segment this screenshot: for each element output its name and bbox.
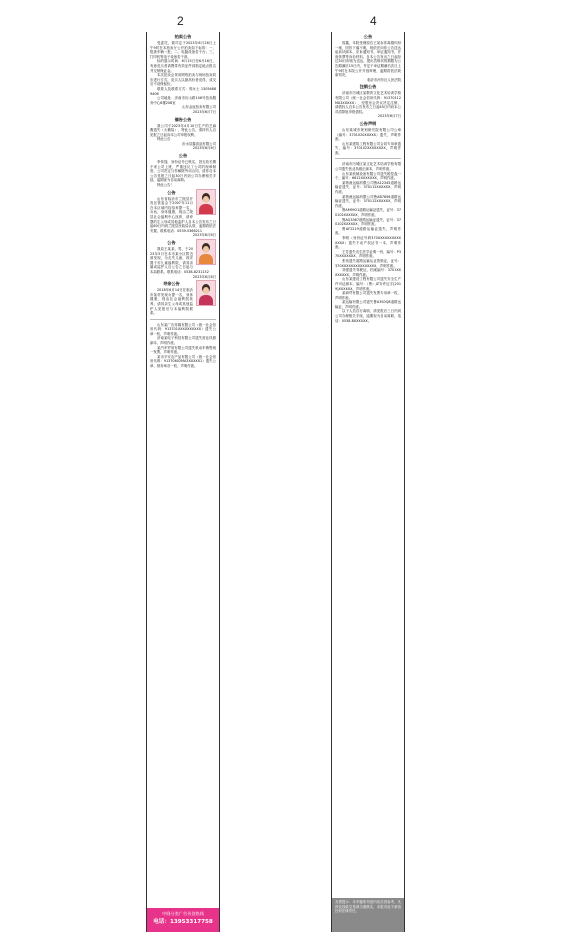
- notice-paragraph: 2018年6月14日在临沂市某村发现女婴一名，身体健康，现由社会福利院抚养，请其亲生父母或其他监护人见报后与本福利院联系。: [150, 288, 193, 316]
- notice-signature: 2023年6月8日: [192, 274, 216, 279]
- notice-paragraph: 某物流运输有限公司鲁A12345道路运输证遗失，证号：370112XXXXXX，声明作废。: [335, 180, 401, 195]
- notice-paragraph: 济南市历城区某文化艺术培训学校有限公司遗失营业执照正副本，声明作废。: [335, 162, 401, 172]
- notice-signature: 2023年6月6日: [192, 146, 216, 151]
- notice-paragraph: 李明（身份证号码370XXXXXXXXXXXXXX）遗失不动产权证书一本，声明作废。: [335, 235, 401, 250]
- notice-paragraph: 济南某电子科技有限公司遗失营业执照副本，声明作废。: [150, 336, 216, 346]
- notice-paragraph: 刘强遗失驾驶证，档案编号：3701XXXXXXXX，声明作废。: [335, 268, 401, 277]
- person-photo: [196, 189, 216, 215]
- notice-signature: 2023年6月8日: [192, 233, 216, 238]
- notice-paragraph: 山东某城市规划研究院有限公司公章（编号：3701020XXXXX）遗失，声明作废。: [335, 127, 401, 142]
- notice-paragraph: 特此公告！: [157, 183, 174, 188]
- ad-hotline-phone: 电话：13953317758: [153, 919, 213, 925]
- notice-paragraph: 某物流运输有限公司鲁AB7856道路运输证遗失，证号：370112XXXXXX，声明作废。: [335, 194, 401, 208]
- notice-paragraph: 山东省临沂市兰陵县开发区管委会于2007年11月在本区域内捡拾弃婴一名，女孩，身体健康，现由兰陵县社会福利中心抚养，请弃婴的生父母或其他监护人自本公告发布之日起60日内到兰陵县民政局认领，逾期将依法安置。联系电话：0539-5366211: [150, 196, 216, 233]
- notice-paragraph: 鲁AQ3367道路运输证遗失，证号：370102XXXXXX，声明作废。: [335, 217, 401, 227]
- notice-paragraph: 王芳遗失出生医学证明一份，编号：P370XXXXXXX，声明作废。: [335, 249, 401, 259]
- notice-paragraph: 联系人及联系方式：郭女士 13054689406: [150, 86, 216, 96]
- notice-paragraph: 本次拍卖会采用网络拍卖与现场拍卖同步进行方式，竞买人以最高价者竞得，成交后不设保留价。: [150, 73, 216, 87]
- notice-paragraph: 山东某建筑工程有限公司合同专用章遗失，编号：370102XXXXXXXX，声明作废。: [335, 141, 401, 155]
- page-number-left: 2: [177, 14, 184, 28]
- notice-paragraph: 我局王某某，男，于2023年5月在本市某小区附近被发现，为走失儿童，现安置于市儿童福利院，请其亲属或监护人自公告之日起与本局联系。联系电话：0538-8231152: [150, 246, 209, 274]
- disclaimer-text: 友情提示：本中缝所刊登内容仅供参考，凡涉及钱款交易请当面核实，本报对此不承担任何法律责任。: [335, 900, 401, 914]
- notice-signature: 2023年6月7日: [377, 114, 401, 119]
- notice-signature: 山东金冠拍卖有限公司: [182, 105, 216, 110]
- notice-paragraph: 我公司于2023年4月10日生产的芝麻酱遗失（大桶装），特此公告，请持有人自见报之日起向本公司申报权利。: [150, 123, 216, 137]
- notice-heading: 公告声明: [359, 120, 377, 126]
- notice-paragraph: 张伟遗失道路运输从业资格证，证号：370XXXXXXXXXXXXXXX，声明作废。: [335, 258, 401, 268]
- notice-heading: 公告: [167, 239, 176, 245]
- notice-paragraph: 山东某机械设备有限公司遗失税控盘一个，编号：6612XXXXXXX，声明作废。: [335, 171, 401, 181]
- notice-heading: 拍卖公告: [174, 34, 192, 39]
- ad-hotline-title: 中缝分类广告刊登热线: [162, 911, 204, 916]
- person-photo: [196, 239, 216, 265]
- notice-heading: 注销公告: [359, 84, 377, 90]
- divider: [150, 319, 216, 320]
- notice-heading: 公告: [167, 189, 176, 195]
- notice-heading: 公告: [363, 34, 373, 39]
- notice-paragraph: 特此公告: [157, 137, 171, 142]
- page-number-right: 4: [370, 14, 377, 28]
- notice-paragraph: 济南市历城区某教育文化艺术培训学校有限公司（统一社会信用代码：91370112MA3XXXXX），经股东会决议决定注销，请债权人自本公告发布之日起45日内向本公司清算组申报债权。: [335, 91, 401, 114]
- notice-paragraph: 以下人员自行离职，请见报后三日内到公司办理相关手续，逾期视为自动离职，电话：0538-8XXXXXX。: [335, 309, 401, 323]
- notice-signature: 沂水县鑫食品有限公司: [182, 141, 216, 146]
- classified-column-left: [146, 32, 220, 932]
- notice-paragraph: 李传翔，身份证号已核实，因无故长期不来公司上班，严重违反了公司的规章制度，公司决定与你解除劳动合同，请你自本公告见报之日起30日内到公司办理相关手续，逾期视为自动离职。: [150, 160, 216, 183]
- notice-paragraph: 山东某广告传媒有限公司（统一社会信用代码：913701XXXXXXXXXX）遗失公章一枚，声明作废。: [150, 322, 216, 336]
- notice-paragraph: 某市平安农产品有限公司（统一社会信用代码：91370602MA3XXXXX1）遗失公章、财务章各一枚，声明作废。: [150, 354, 216, 369]
- notice-paragraph: 鲁AF2219道路运输证遗失，声明作废。: [335, 226, 401, 236]
- notice-paragraph: 郭鑫，本院受理原告王某诉你离婚纠纷一案，因你下落不明，现依法向你公告送达起诉状副本、应诉通知书、举证通知书、开庭传票等诉讼材料。自本公告发出之日起经过30日即视为送达，提出答辩状的期限为公告期满后15日内，并定于举证期满后次日上午9时在本院公开开庭审理，逾期将依法缺席判决。: [335, 41, 401, 78]
- notice-paragraph: 鲁AM9921道路运输证遗失，证号：370102XXXXXX，声明作废。: [335, 208, 401, 217]
- notice-paragraph: 山东某建设工程有限公司遗失安全生产许可证副本，编号：（鲁）JZ安许证字[2019]XXXXXX，声明作废。: [335, 277, 401, 291]
- notice-paragraph: 公司地址：济南市历山路146号拍卖服务中心6楼208室: [150, 96, 216, 105]
- notice-heading: 寻亲公告: [163, 281, 180, 287]
- notice-paragraph: 某汽车贸易有限公司遗失机动车销售统一发票，声明作废。: [150, 345, 216, 355]
- left-column-content: [147, 34, 219, 369]
- notice-paragraph: 受委托，我司定于2023年6月26日上午9时在本拍卖厅公开拍卖如下标的：一、报废车辆一批；二、电脑设备若干台；三、打印机等电子设备若干套。: [150, 41, 216, 59]
- notice-paragraph: 某运输有限公司遗失鲁A3S0Q8道路运输证，声明作废。: [335, 300, 401, 309]
- ad-hotline-banner: [147, 908, 219, 932]
- classified-column-right: [331, 32, 405, 932]
- notice-paragraph: 某商贸有限公司遗失发票专用章一枚，声明作废。: [335, 291, 401, 300]
- notice-signature: 临沂市河东区人民法院: [367, 77, 401, 82]
- notice-signature: 2023年6月7日: [192, 109, 216, 114]
- right-column-content: [332, 34, 404, 323]
- notice-heading: 催告公告: [174, 116, 192, 122]
- disclaimer-box: [332, 898, 404, 932]
- divider: [335, 158, 401, 159]
- notice-paragraph: 标的展示时间：6月15日至6月16日，有意竞买者请携带有效证件到指定地点报名并交纳保证金。: [150, 59, 216, 73]
- person-photo: [196, 280, 216, 306]
- notice-heading: 公告: [178, 153, 188, 159]
